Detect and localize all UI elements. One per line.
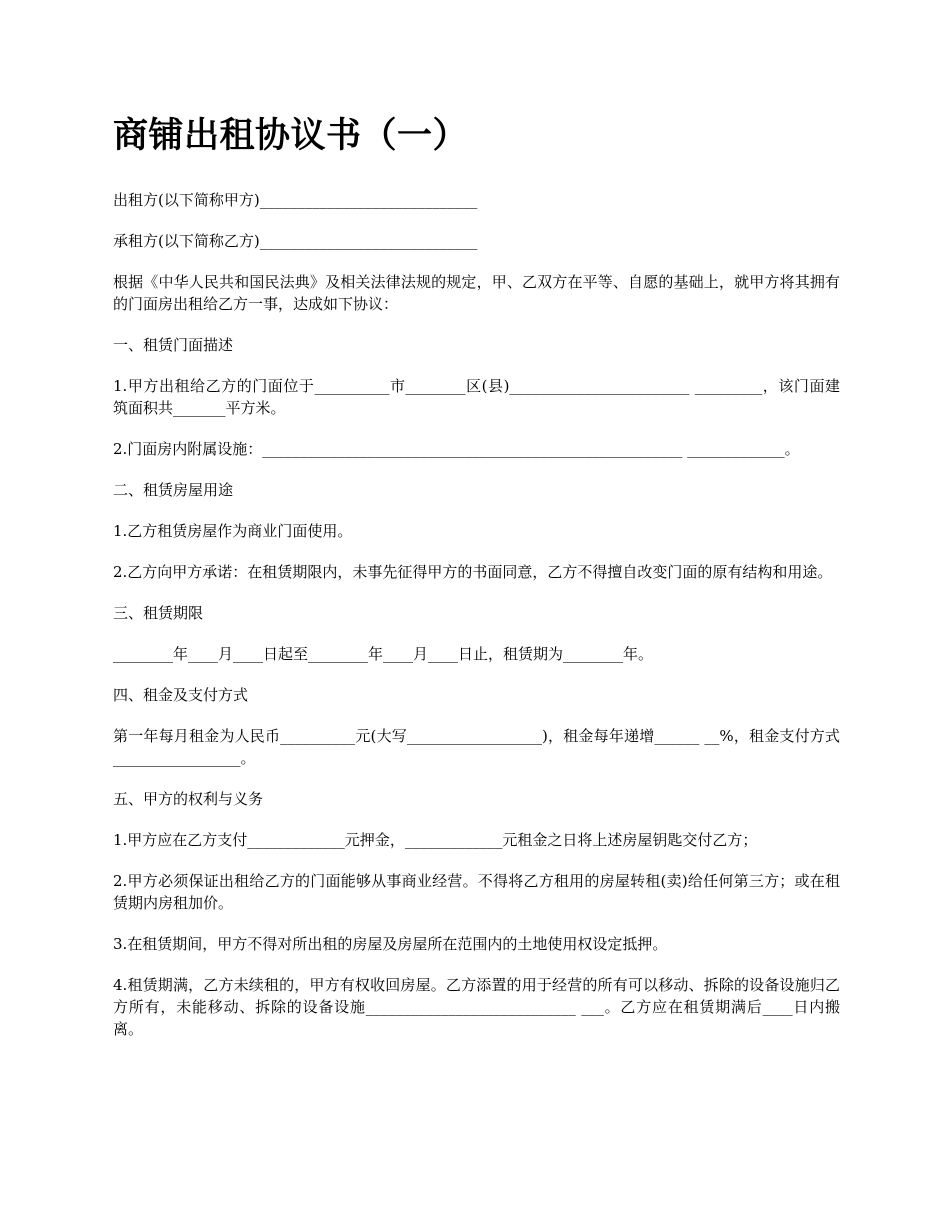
- section-heading-2: 二、租赁房屋用途: [113, 481, 234, 499]
- document-title: 商铺出租协议书（一）: [113, 115, 469, 156]
- lessor-line: 出租方(以下简称甲方)_____________________________: [113, 191, 478, 209]
- preamble-paragraph: 根据《中华人民共和国民法典》及相关法律法规的规定，甲、乙双方在平等、自愿的基础上，就甲方将其拥有的门面房出租给乙方一事，达成如下协议：: [113, 273, 840, 313]
- clause-5-4: 4.租赁期满，乙方未续租的，甲方有权收回房屋。乙方添置的用于经营的所有可以移动、拆除的设备设施归乙方所有，未能移动、拆除的设备设施____________________________ ___。乙方应在租赁期满后____日内搬离。: [113, 976, 840, 1038]
- clause-2-2: 2.乙方向甲方承诺：在租赁期限内，未事先征得甲方的书面同意，乙方不得擅自改变门面的原有结构和用途。: [113, 563, 833, 581]
- clause-4-rent: 第一年每月租金为人民币__________元(大写__________________)，租金每年递增______ __%，租金支付方式_________________。: [113, 727, 840, 767]
- lessee-line: 承租方(以下简称乙方)_____________________________: [113, 232, 478, 250]
- clause-5-3: 3.在租赁期间，甲方不得对所出租的房屋及房屋所在范围内的土地使用权设定抵押。: [113, 935, 668, 953]
- clause-3-term: ________年____月____日起至________年____月____日止，租赁期为________年。: [113, 645, 654, 663]
- section-heading-5: 五、甲方的权利与义务: [113, 790, 264, 808]
- clause-1-1: 1.甲方出租给乙方的门面位于__________市________区(县)________________________ _________，该门面建筑面积共_______平方米。: [113, 377, 840, 417]
- document-page: [113, 112, 840, 1059]
- section-heading-4: 四、租金及支付方式: [113, 686, 249, 704]
- section-heading-1: 一、租赁门面描述: [113, 336, 234, 354]
- clause-5-1: 1.甲方应在乙方支付_____________元押金，_____________元租金之日将上述房屋钥匙交付乙方；: [113, 831, 758, 849]
- clause-5-2: 2.甲方必须保证出租给乙方的门面能够从事商业经营。不得将乙方租用的房屋转租(卖)给任何第三方；或在租赁期内房租加价。: [113, 872, 840, 912]
- clause-1-2: 2.门面房内附属设施：________________________________________________________ _____________。: [113, 440, 800, 458]
- section-heading-3: 三、租赁期限: [113, 604, 204, 622]
- clause-2-1: 1.乙方租赁房屋作为商业门面使用。: [113, 522, 353, 540]
